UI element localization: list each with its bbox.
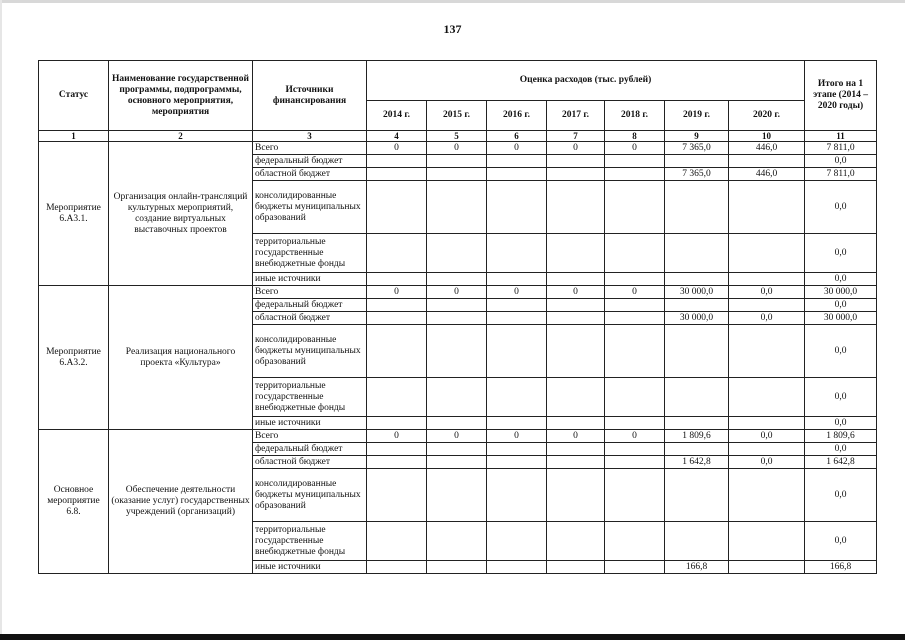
year-value-cell (367, 417, 427, 430)
year-value-cell (665, 299, 729, 312)
funding-source-cell: консолидированные бюджеты муниципальных образований (253, 181, 367, 234)
year-value-cell (665, 273, 729, 286)
header-year: 2016 г. (487, 101, 547, 131)
year-value-cell (605, 417, 665, 430)
year-value-cell: 0 (605, 286, 665, 299)
year-value-cell: 7 365,0 (665, 168, 729, 181)
year-value-cell (427, 155, 487, 168)
funding-source-cell: территориальные государственные внебюджетные фонды (253, 234, 367, 273)
total-cell: 0,0 (805, 299, 877, 312)
activity-name-cell: Организация онлайн-трансляций культурных мероприятий, создание виртуальных выставочных проектов (109, 142, 253, 286)
funding-source-cell: территориальные государственные внебюджетные фонды (253, 522, 367, 561)
column-index: 2 (109, 131, 253, 142)
year-value-cell (605, 456, 665, 469)
year-value-cell (367, 522, 427, 561)
funding-source-cell: Всего (253, 286, 367, 299)
funding-source-cell: консолидированные бюджеты муниципальных образований (253, 325, 367, 378)
year-value-cell (729, 325, 805, 378)
total-cell: 0,0 (805, 417, 877, 430)
year-value-cell (487, 456, 547, 469)
year-value-cell (487, 417, 547, 430)
year-value-cell (487, 325, 547, 378)
year-value-cell (729, 299, 805, 312)
year-value-cell (487, 273, 547, 286)
year-value-cell (729, 181, 805, 234)
year-value-cell: 0 (367, 142, 427, 155)
column-index: 4 (367, 131, 427, 142)
year-value-cell (547, 378, 605, 417)
year-value-cell: 446,0 (729, 168, 805, 181)
funding-source-cell: областной бюджет (253, 312, 367, 325)
total-cell: 0,0 (805, 443, 877, 456)
year-value-cell (427, 469, 487, 522)
year-value-cell (665, 522, 729, 561)
year-value-cell (665, 378, 729, 417)
year-value-cell (367, 469, 427, 522)
funding-source-cell: иные источники (253, 417, 367, 430)
year-value-cell (427, 325, 487, 378)
year-value-cell (547, 325, 605, 378)
year-value-cell (665, 417, 729, 430)
year-value-cell: 1 809,6 (665, 430, 729, 443)
year-value-cell (729, 561, 805, 574)
header-year: 2017 г. (547, 101, 605, 131)
year-value-cell: 0,0 (729, 286, 805, 299)
year-value-cell (367, 234, 427, 273)
year-value-cell (547, 181, 605, 234)
year-value-cell (427, 417, 487, 430)
year-value-cell (605, 325, 665, 378)
year-value-cell: 0 (605, 142, 665, 155)
year-value-cell: 0,0 (729, 430, 805, 443)
year-value-cell (665, 443, 729, 456)
year-value-cell (367, 181, 427, 234)
total-cell: 1 642,8 (805, 456, 877, 469)
table-row (39, 430, 877, 443)
year-value-cell (487, 155, 547, 168)
header-row-1 (39, 61, 877, 101)
year-value-cell (665, 469, 729, 522)
column-index: 10 (729, 131, 805, 142)
year-value-cell: 1 642,8 (665, 456, 729, 469)
year-value-cell (547, 456, 605, 469)
total-cell: 0,0 (805, 234, 877, 273)
status-cell: Мероприятие 6.А3.1. (39, 142, 109, 286)
year-value-cell (605, 181, 665, 234)
total-cell: 0,0 (805, 325, 877, 378)
year-value-cell (427, 299, 487, 312)
year-value-cell (427, 456, 487, 469)
year-value-cell: 0 (367, 286, 427, 299)
status-cell: Мероприятие 6.А3.2. (39, 286, 109, 430)
total-cell: 0,0 (805, 181, 877, 234)
funding-source-cell: областной бюджет (253, 168, 367, 181)
year-value-cell (605, 443, 665, 456)
year-value-cell (427, 273, 487, 286)
year-value-cell (367, 273, 427, 286)
year-value-cell (487, 561, 547, 574)
page-number: 137 (443, 22, 462, 36)
header-year: 2018 г. (605, 101, 665, 131)
year-value-cell (547, 273, 605, 286)
header-year: 2020 г. (729, 101, 805, 131)
year-value-cell: 0 (547, 142, 605, 155)
total-cell: 7 811,0 (805, 168, 877, 181)
year-value-cell (367, 325, 427, 378)
column-index: 7 (547, 131, 605, 142)
activity-name-cell: Обеспечение деятельности (оказание услуг) государственных учреждений (организаций) (109, 430, 253, 574)
year-value-cell (605, 312, 665, 325)
column-index: 11 (805, 131, 877, 142)
year-value-cell (547, 522, 605, 561)
year-value-cell (367, 299, 427, 312)
year-value-cell: 0 (547, 430, 605, 443)
year-value-cell (605, 299, 665, 312)
scan-edge-left (0, 0, 2, 640)
year-value-cell (487, 469, 547, 522)
activity-name-cell: Реализация национального проекта «Культура» (109, 286, 253, 430)
funding-source-cell: Всего (253, 430, 367, 443)
total-cell: 0,0 (805, 522, 877, 561)
year-value-cell: 0,0 (729, 312, 805, 325)
year-value-cell (605, 522, 665, 561)
header-name: Наименование государственной программы, подпрограммы, основного мероприятия, мероприятия (109, 61, 253, 131)
year-value-cell (487, 312, 547, 325)
year-value-cell: 0 (487, 286, 547, 299)
column-index: 5 (427, 131, 487, 142)
year-value-cell (605, 469, 665, 522)
table-row (39, 286, 877, 299)
total-cell: 0,0 (805, 273, 877, 286)
header-index-row (39, 131, 877, 142)
column-index: 1 (39, 131, 109, 142)
year-value-cell: 30 000,0 (665, 312, 729, 325)
column-index: 9 (665, 131, 729, 142)
funding-source-cell: областной бюджет (253, 456, 367, 469)
year-value-cell (605, 234, 665, 273)
year-value-cell: 0 (427, 142, 487, 155)
year-value-cell (665, 181, 729, 234)
year-value-cell: 0 (367, 430, 427, 443)
scan-edge-top (0, 0, 905, 3)
year-value-cell (487, 234, 547, 273)
year-value-cell: 0 (487, 142, 547, 155)
year-value-cell (665, 325, 729, 378)
year-value-cell (729, 443, 805, 456)
year-value-cell (729, 378, 805, 417)
total-cell: 0,0 (805, 155, 877, 168)
funding-source-cell: консолидированные бюджеты муниципальных образований (253, 469, 367, 522)
year-value-cell: 0 (547, 286, 605, 299)
column-index: 3 (253, 131, 367, 142)
funding-source-cell: иные источники (253, 273, 367, 286)
funding-source-cell: федеральный бюджет (253, 299, 367, 312)
year-value-cell (427, 522, 487, 561)
total-cell: 1 809,6 (805, 430, 877, 443)
year-value-cell: 7 365,0 (665, 142, 729, 155)
header-estimate: Оценка расходов (тыс. рублей) (367, 61, 805, 101)
year-value-cell (605, 378, 665, 417)
year-value-cell (367, 456, 427, 469)
year-value-cell (427, 234, 487, 273)
status-cell: Основное мероприятие 6.8. (39, 430, 109, 574)
year-value-cell (605, 168, 665, 181)
year-value-cell: 166,8 (665, 561, 729, 574)
funding-source-cell: иные источники (253, 561, 367, 574)
header-sources: Источники финансирования (253, 61, 367, 131)
year-value-cell: 0 (427, 286, 487, 299)
year-value-cell (547, 155, 605, 168)
year-value-cell (487, 378, 547, 417)
year-value-cell (729, 155, 805, 168)
year-value-cell (487, 168, 547, 181)
year-value-cell (427, 561, 487, 574)
year-value-cell: 0,0 (729, 456, 805, 469)
year-value-cell (427, 378, 487, 417)
year-value-cell (367, 168, 427, 181)
column-index: 8 (605, 131, 665, 142)
year-value-cell: 0 (487, 430, 547, 443)
header-year: 2019 г. (665, 101, 729, 131)
year-value-cell: 0 (427, 430, 487, 443)
header-total: Итого на 1 этапе (2014 – 2020 годы) (805, 61, 877, 131)
year-value-cell: 446,0 (729, 142, 805, 155)
header-status: Статус (39, 61, 109, 131)
year-value-cell (547, 417, 605, 430)
year-value-cell (427, 168, 487, 181)
year-value-cell (729, 522, 805, 561)
year-value-cell (729, 273, 805, 286)
year-value-cell (487, 299, 547, 312)
total-cell: 7 811,0 (805, 142, 877, 155)
total-cell: 30 000,0 (805, 286, 877, 299)
year-value-cell (729, 234, 805, 273)
column-index: 6 (487, 131, 547, 142)
year-value-cell (547, 312, 605, 325)
funding-source-cell: Всего (253, 142, 367, 155)
year-value-cell (427, 181, 487, 234)
year-value-cell (665, 234, 729, 273)
year-value-cell (367, 155, 427, 168)
year-value-cell (547, 443, 605, 456)
header-year: 2015 г. (427, 101, 487, 131)
budget-table (38, 60, 877, 574)
year-value-cell (367, 443, 427, 456)
header-year: 2014 г. (367, 101, 427, 131)
total-cell: 30 000,0 (805, 312, 877, 325)
year-value-cell (547, 561, 605, 574)
year-value-cell (729, 469, 805, 522)
funding-source-cell: федеральный бюджет (253, 443, 367, 456)
funding-source-cell: территориальные государственные внебюджетные фонды (253, 378, 367, 417)
year-value-cell (547, 234, 605, 273)
year-value-cell (605, 561, 665, 574)
total-cell: 0,0 (805, 469, 877, 522)
year-value-cell (605, 155, 665, 168)
year-value-cell (547, 168, 605, 181)
year-value-cell (367, 561, 427, 574)
total-cell: 166,8 (805, 561, 877, 574)
year-value-cell (367, 312, 427, 325)
year-value-cell (427, 312, 487, 325)
table-row (39, 142, 877, 155)
year-value-cell (605, 273, 665, 286)
year-value-cell (487, 443, 547, 456)
year-value-cell (547, 299, 605, 312)
year-value-cell (547, 469, 605, 522)
scan-edge-bottom (0, 634, 905, 640)
funding-source-cell: федеральный бюджет (253, 155, 367, 168)
year-value-cell (367, 378, 427, 417)
year-value-cell: 0 (605, 430, 665, 443)
year-value-cell (487, 181, 547, 234)
year-value-cell: 30 000,0 (665, 286, 729, 299)
year-value-cell (427, 443, 487, 456)
year-value-cell (729, 417, 805, 430)
year-value-cell (665, 155, 729, 168)
year-value-cell (487, 522, 547, 561)
total-cell: 0,0 (805, 378, 877, 417)
